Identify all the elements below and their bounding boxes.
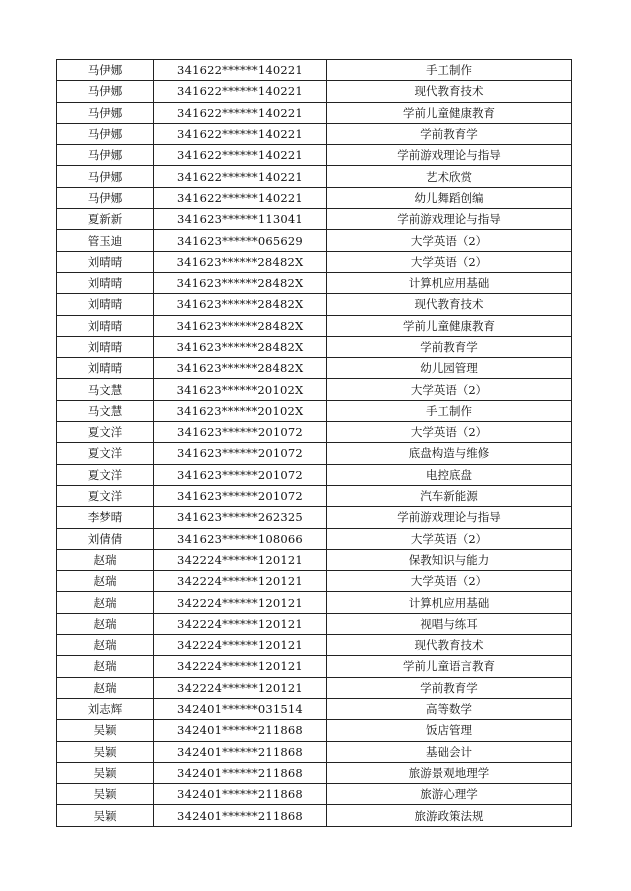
student-name-cell: 夏文洋: [57, 485, 154, 506]
course-name-cell: 幼儿舞蹈创编: [327, 187, 572, 208]
course-name-cell: 学前游戏理论与指导: [327, 209, 572, 230]
table-row: [57, 209, 572, 230]
student-name-cell: 赵瑞: [57, 592, 154, 613]
id-number-cell: 341623******28482X: [154, 358, 327, 379]
table-row: [57, 635, 572, 656]
table-row: [57, 528, 572, 549]
id-number-cell: 341623******201072: [154, 464, 327, 485]
id-number-cell: 341622******140221: [154, 187, 327, 208]
student-name-cell: 夏文洋: [57, 464, 154, 485]
table-row: [57, 549, 572, 570]
student-name-cell: 赵瑞: [57, 656, 154, 677]
id-number-cell: 341623******065629: [154, 230, 327, 251]
id-number-cell: 341623******20102X: [154, 400, 327, 421]
id-number-cell: 342224******120121: [154, 571, 327, 592]
course-name-cell: 学前教育学: [327, 123, 572, 144]
student-name-cell: 夏新新: [57, 209, 154, 230]
course-name-cell: 学前教育学: [327, 336, 572, 357]
student-name-cell: 马伊娜: [57, 60, 154, 81]
student-name-cell: 马伊娜: [57, 145, 154, 166]
records-table: [56, 59, 572, 827]
student-name-cell: 马伊娜: [57, 81, 154, 102]
student-name-cell: 马伊娜: [57, 166, 154, 187]
course-name-cell: 艺术欣赏: [327, 166, 572, 187]
student-name-cell: 赵瑞: [57, 635, 154, 656]
course-name-cell: 学前教育学: [327, 677, 572, 698]
student-name-cell: 马伊娜: [57, 102, 154, 123]
id-number-cell: 341623******28482X: [154, 315, 327, 336]
records-table-body: [57, 60, 572, 827]
id-number-cell: 341622******140221: [154, 166, 327, 187]
course-name-cell: 大学英语（2）: [327, 379, 572, 400]
table-row: [57, 698, 572, 719]
id-number-cell: 342224******120121: [154, 613, 327, 634]
course-name-cell: 高等数学: [327, 698, 572, 719]
course-name-cell: 现代教育技术: [327, 635, 572, 656]
id-number-cell: 341623******201072: [154, 485, 327, 506]
table-row: [57, 230, 572, 251]
table-row: [57, 358, 572, 379]
table-row: [57, 784, 572, 805]
table-row: [57, 187, 572, 208]
id-number-cell: 341623******28482X: [154, 336, 327, 357]
table-row: [57, 571, 572, 592]
course-name-cell: 学前游戏理论与指导: [327, 507, 572, 528]
course-name-cell: 手工制作: [327, 60, 572, 81]
course-name-cell: 大学英语（2）: [327, 422, 572, 443]
table-row: [57, 613, 572, 634]
course-name-cell: 学前游戏理论与指导: [327, 145, 572, 166]
id-number-cell: 342401******031514: [154, 698, 327, 719]
student-name-cell: 刘晴晴: [57, 336, 154, 357]
id-number-cell: 342224******120121: [154, 677, 327, 698]
id-number-cell: 341622******140221: [154, 102, 327, 123]
student-name-cell: 刘晴晴: [57, 315, 154, 336]
table-row: [57, 464, 572, 485]
id-number-cell: 341623******20102X: [154, 379, 327, 400]
table-row: [57, 315, 572, 336]
course-name-cell: 幼儿园管理: [327, 358, 572, 379]
table-row: [57, 762, 572, 783]
id-number-cell: 342401******211868: [154, 720, 327, 741]
student-name-cell: 马文慧: [57, 379, 154, 400]
student-name-cell: 夏文洋: [57, 443, 154, 464]
course-name-cell: 学前儿童语言教育: [327, 656, 572, 677]
table-row: [57, 422, 572, 443]
student-name-cell: 李梦晴: [57, 507, 154, 528]
id-number-cell: 341623******113041: [154, 209, 327, 230]
id-number-cell: 341623******28482X: [154, 272, 327, 293]
course-name-cell: 基础会计: [327, 741, 572, 762]
student-name-cell: 马伊娜: [57, 123, 154, 144]
student-name-cell: 刘晴晴: [57, 272, 154, 293]
id-number-cell: 341623******201072: [154, 443, 327, 464]
student-name-cell: 夏文洋: [57, 422, 154, 443]
table-row: [57, 336, 572, 357]
course-name-cell: 大学英语（2）: [327, 251, 572, 272]
course-name-cell: 现代教育技术: [327, 294, 572, 315]
course-name-cell: 大学英语（2）: [327, 230, 572, 251]
table-row: [57, 60, 572, 81]
student-name-cell: 吴颖: [57, 805, 154, 826]
course-name-cell: 保教知识与能力: [327, 549, 572, 570]
student-name-cell: 赵瑞: [57, 549, 154, 570]
table-row: [57, 379, 572, 400]
student-name-cell: 马伊娜: [57, 187, 154, 208]
student-name-cell: 刘晴晴: [57, 251, 154, 272]
student-name-cell: 赵瑞: [57, 677, 154, 698]
id-number-cell: 341622******140221: [154, 81, 327, 102]
id-number-cell: 342401******211868: [154, 762, 327, 783]
table-row: [57, 294, 572, 315]
course-name-cell: 旅游心理学: [327, 784, 572, 805]
course-name-cell: 汽车新能源: [327, 485, 572, 506]
course-name-cell: 电控底盘: [327, 464, 572, 485]
course-name-cell: 现代教育技术: [327, 81, 572, 102]
table-row: [57, 677, 572, 698]
id-number-cell: 341622******140221: [154, 145, 327, 166]
table-row: [57, 166, 572, 187]
id-number-cell: 342401******211868: [154, 805, 327, 826]
course-name-cell: 计算机应用基础: [327, 272, 572, 293]
id-number-cell: 341622******140221: [154, 60, 327, 81]
student-name-cell: 管玉迪: [57, 230, 154, 251]
student-name-cell: 刘倩倩: [57, 528, 154, 549]
table-row: [57, 805, 572, 826]
student-name-cell: 吴颖: [57, 741, 154, 762]
table-row: [57, 81, 572, 102]
table-row: [57, 251, 572, 272]
course-name-cell: 旅游政策法规: [327, 805, 572, 826]
table-row: [57, 592, 572, 613]
id-number-cell: 341623******262325: [154, 507, 327, 528]
table-row: [57, 145, 572, 166]
table-row: [57, 123, 572, 144]
id-number-cell: 342401******211868: [154, 784, 327, 805]
id-number-cell: 342224******120121: [154, 656, 327, 677]
course-name-cell: 视唱与练耳: [327, 613, 572, 634]
course-name-cell: 底盘构造与维修: [327, 443, 572, 464]
student-name-cell: 吴颖: [57, 762, 154, 783]
table-row: [57, 443, 572, 464]
id-number-cell: 342224******120121: [154, 549, 327, 570]
table-row: [57, 720, 572, 741]
table-row: [57, 102, 572, 123]
student-name-cell: 赵瑞: [57, 571, 154, 592]
student-name-cell: 吴颖: [57, 784, 154, 805]
student-name-cell: 赵瑞: [57, 613, 154, 634]
student-name-cell: 刘志辉: [57, 698, 154, 719]
course-name-cell: 手工制作: [327, 400, 572, 421]
table-row: [57, 272, 572, 293]
id-number-cell: 341623******28482X: [154, 251, 327, 272]
id-number-cell: 341623******28482X: [154, 294, 327, 315]
id-number-cell: 342401******211868: [154, 741, 327, 762]
id-number-cell: 341623******108066: [154, 528, 327, 549]
table-row: [57, 741, 572, 762]
course-name-cell: 学前儿童健康教育: [327, 315, 572, 336]
course-name-cell: 旅游景观地理学: [327, 762, 572, 783]
student-name-cell: 吴颖: [57, 720, 154, 741]
course-name-cell: 饭店管理: [327, 720, 572, 741]
student-name-cell: 刘晴晴: [57, 358, 154, 379]
id-number-cell: 342224******120121: [154, 635, 327, 656]
student-name-cell: 刘晴晴: [57, 294, 154, 315]
course-name-cell: 大学英语（2）: [327, 571, 572, 592]
table-row: [57, 400, 572, 421]
student-name-cell: 马文慧: [57, 400, 154, 421]
id-number-cell: 341623******201072: [154, 422, 327, 443]
id-number-cell: 341622******140221: [154, 123, 327, 144]
table-row: [57, 485, 572, 506]
table-row: [57, 656, 572, 677]
course-name-cell: 计算机应用基础: [327, 592, 572, 613]
table-row: [57, 507, 572, 528]
id-number-cell: 342224******120121: [154, 592, 327, 613]
course-name-cell: 大学英语（2）: [327, 528, 572, 549]
course-name-cell: 学前儿童健康教育: [327, 102, 572, 123]
records-sheet: [56, 59, 571, 827]
